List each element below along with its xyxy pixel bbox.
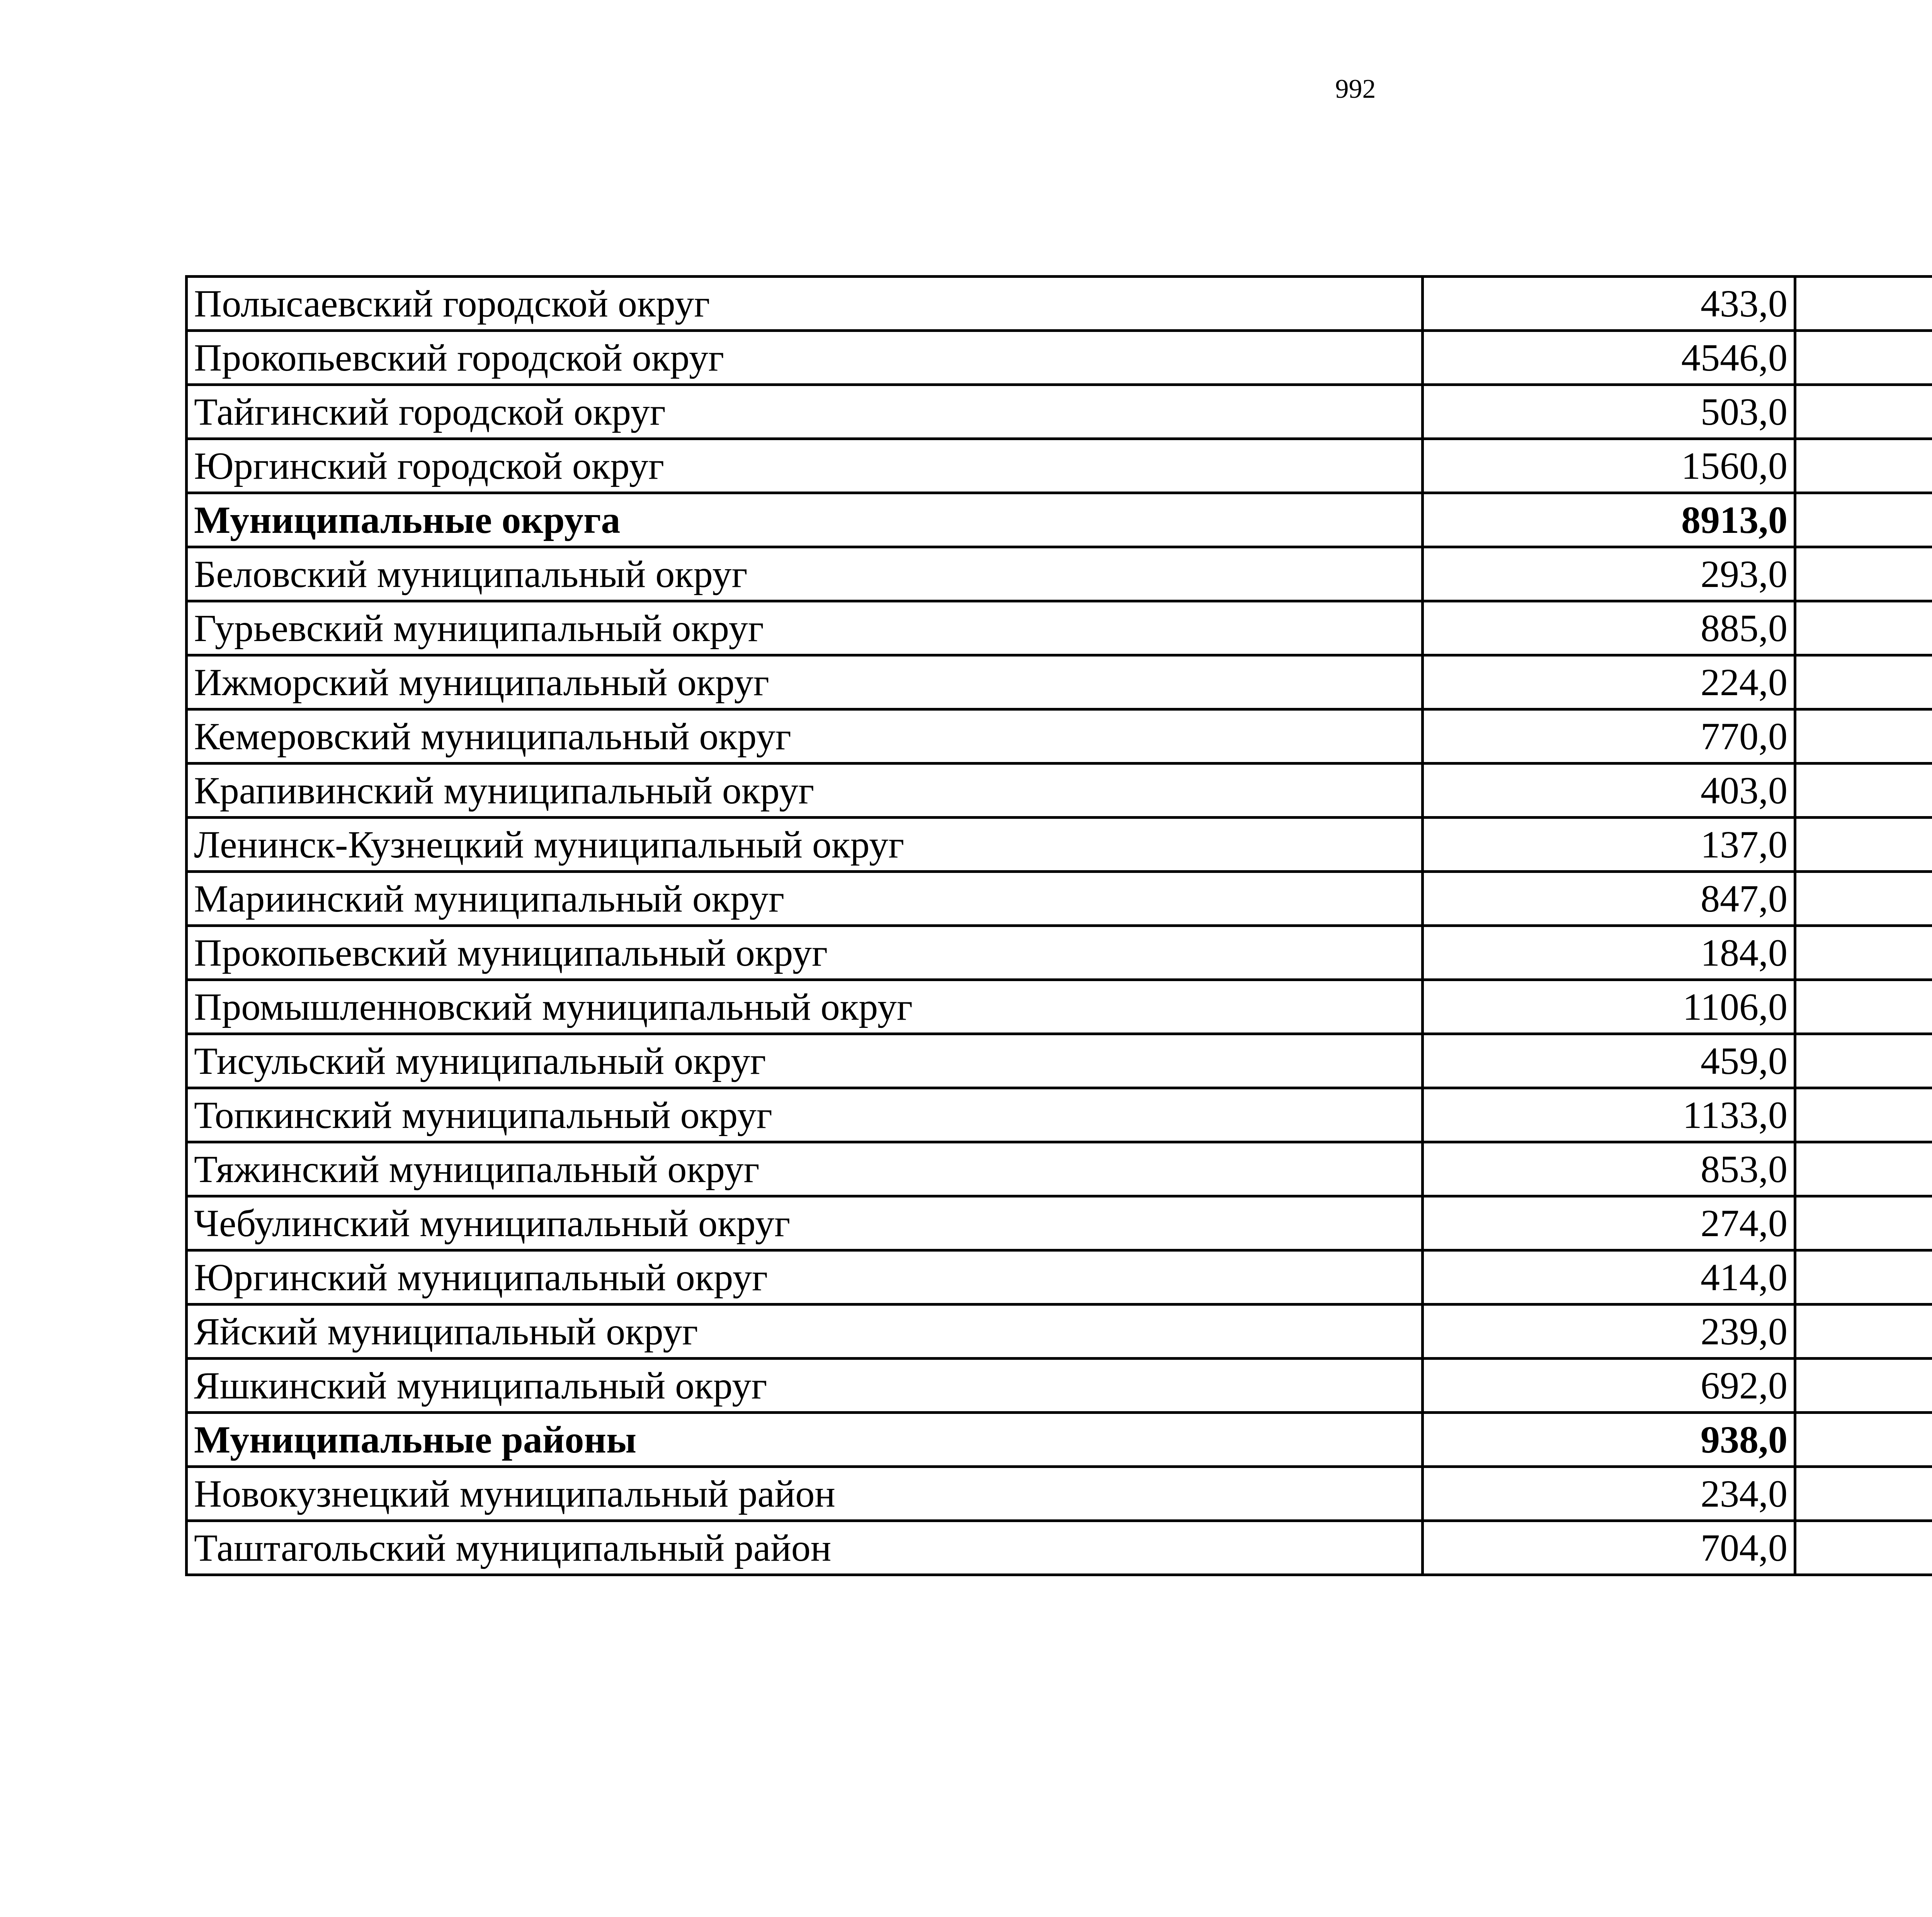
value-cell-1: 4546,0 — [1423, 331, 1795, 385]
value-cell-2 — [1795, 547, 1932, 601]
value-cell-2 — [1795, 980, 1932, 1034]
table-row — [187, 277, 1932, 331]
table-row — [187, 1196, 1932, 1250]
page-number: 992 — [1335, 74, 1376, 104]
table-section-row — [187, 493, 1932, 547]
value-cell-1: 403,0 — [1423, 764, 1795, 818]
value-cell-2 — [1795, 1196, 1932, 1250]
value-cell-2 — [1795, 601, 1932, 655]
row-name-cell: Чебулинский муниципальный округ — [187, 1196, 1423, 1250]
value-cell-2 — [1795, 439, 1932, 493]
value-cell-1: 293,0 — [1423, 547, 1795, 601]
row-name-cell: Тяжинский муниципальный округ — [187, 1142, 1423, 1196]
row-name-cell: Тайгинский городской округ — [187, 385, 1423, 439]
table-section-row — [187, 1413, 1932, 1467]
value-cell-2 — [1795, 1034, 1932, 1088]
value-cell-2 — [1795, 1467, 1932, 1521]
data-table — [185, 275, 1932, 1576]
table-row — [187, 872, 1932, 926]
table-row — [187, 764, 1932, 818]
value-cell-2 — [1795, 655, 1932, 709]
table-row — [187, 926, 1932, 980]
value-cell-2 — [1795, 818, 1932, 872]
value-cell-2 — [1795, 1250, 1932, 1305]
row-name-cell: Юргинский муниципальный округ — [187, 1250, 1423, 1305]
row-name-cell: Муниципальные районы — [187, 1413, 1423, 1467]
table-row — [187, 655, 1932, 709]
table-row — [187, 1142, 1932, 1196]
row-name-cell: Ленинск-Кузнецкий муниципальный округ — [187, 818, 1423, 872]
table-row — [187, 1250, 1932, 1305]
row-name-cell: Таштагольский муниципальный район — [187, 1521, 1423, 1575]
value-cell-2 — [1795, 1088, 1932, 1142]
value-cell-1: 1106,0 — [1423, 980, 1795, 1034]
table-row — [187, 331, 1932, 385]
value-cell-2 — [1795, 385, 1932, 439]
row-name-cell: Топкинский муниципальный округ — [187, 1088, 1423, 1142]
value-cell-2 — [1795, 331, 1932, 385]
value-cell-2 — [1795, 1305, 1932, 1359]
value-cell-1: 224,0 — [1423, 655, 1795, 709]
row-name-cell: Гурьевский муниципальный округ — [187, 601, 1423, 655]
table-body — [187, 277, 1932, 1575]
value-cell-2 — [1795, 926, 1932, 980]
row-name-cell: Крапивинский муниципальный округ — [187, 764, 1423, 818]
value-cell-1: 433,0 — [1423, 277, 1795, 331]
row-name-cell: Новокузнецкий муниципальный район — [187, 1467, 1423, 1521]
row-name-cell: Ижморский муниципальный округ — [187, 655, 1423, 709]
value-cell-1: 8913,0 — [1423, 493, 1795, 547]
row-name-cell: Юргинский городской округ — [187, 439, 1423, 493]
table-row — [187, 1467, 1932, 1521]
row-name-cell: Прокопьевский городской округ — [187, 331, 1423, 385]
value-cell-1: 847,0 — [1423, 872, 1795, 926]
row-name-cell: Яйский муниципальный округ — [187, 1305, 1423, 1359]
row-name-cell: Полысаевский городской округ — [187, 277, 1423, 331]
table-row — [187, 439, 1932, 493]
row-name-cell: Яшкинский муниципальный округ — [187, 1359, 1423, 1413]
row-name-cell: Тисульский муниципальный округ — [187, 1034, 1423, 1088]
value-cell-1: 239,0 — [1423, 1305, 1795, 1359]
value-cell-1: 885,0 — [1423, 601, 1795, 655]
row-name-cell: Промышленновский муниципальный округ — [187, 980, 1423, 1034]
value-cell-1: 274,0 — [1423, 1196, 1795, 1250]
value-cell-2 — [1795, 872, 1932, 926]
value-cell-1: 1560,0 — [1423, 439, 1795, 493]
table-row — [187, 709, 1932, 764]
value-cell-2 — [1795, 493, 1932, 547]
row-name-cell: Кемеровский муниципальный округ — [187, 709, 1423, 764]
table-row — [187, 818, 1932, 872]
table-row — [187, 980, 1932, 1034]
value-cell-2 — [1795, 709, 1932, 764]
value-cell-1: 770,0 — [1423, 709, 1795, 764]
table-row — [187, 547, 1932, 601]
value-cell-1: 459,0 — [1423, 1034, 1795, 1088]
value-cell-1: 938,0 — [1423, 1413, 1795, 1467]
value-cell-1: 137,0 — [1423, 818, 1795, 872]
value-cell-2 — [1795, 1359, 1932, 1413]
row-name-cell: Мариинский муниципальный округ — [187, 872, 1423, 926]
table-row — [187, 1521, 1932, 1575]
table-row — [187, 385, 1932, 439]
table-row — [187, 1034, 1932, 1088]
table-row — [187, 601, 1932, 655]
value-cell-1: 704,0 — [1423, 1521, 1795, 1575]
value-cell-2 — [1795, 1142, 1932, 1196]
value-cell-1: 184,0 — [1423, 926, 1795, 980]
value-cell-1: 414,0 — [1423, 1250, 1795, 1305]
table-row — [187, 1088, 1932, 1142]
value-cell-2 — [1795, 277, 1932, 331]
value-cell-2 — [1795, 1521, 1932, 1575]
value-cell-1: 1133,0 — [1423, 1088, 1795, 1142]
value-cell-1: 853,0 — [1423, 1142, 1795, 1196]
row-name-cell: Муниципальные округа — [187, 493, 1423, 547]
value-cell-1: 234,0 — [1423, 1467, 1795, 1521]
row-name-cell: Прокопьевский муниципальный округ — [187, 926, 1423, 980]
table-row — [187, 1305, 1932, 1359]
table-row — [187, 1359, 1932, 1413]
value-cell-1: 503,0 — [1423, 385, 1795, 439]
value-cell-2 — [1795, 764, 1932, 818]
value-cell-2 — [1795, 1413, 1932, 1467]
value-cell-1: 692,0 — [1423, 1359, 1795, 1413]
row-name-cell: Беловский муниципальный округ — [187, 547, 1423, 601]
